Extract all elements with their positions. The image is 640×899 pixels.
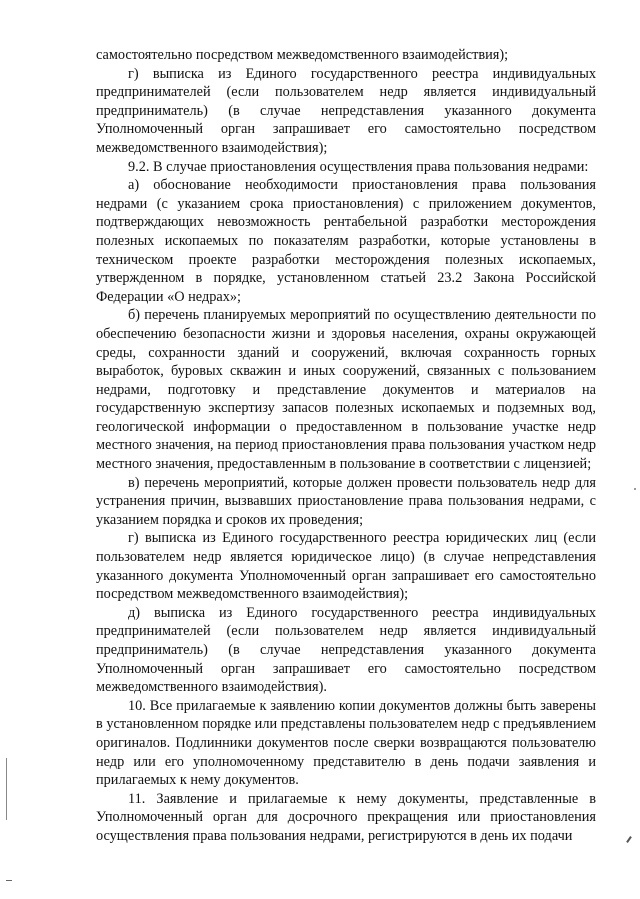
scan-edge-dot: [634, 488, 636, 490]
paragraph-item-g-legal-entities: г) выписка из Единого государственного реестра юридических лиц (если пользователем недр является юридическое лицо) (в случае непредставления указанного документа Уполномоченный орган запрашивает его самостоятельно посредством межведомственного взаимодействия);: [96, 530, 596, 603]
scan-corner-mark: [626, 836, 632, 843]
document-body: [96, 46, 596, 846]
paragraph-item-a: а) обоснование необходимости приостановления права пользования недрами (с указанием срока приостановления) с приложением документов, подтверждающих невозможность рентабельной разработки месторождения полезных ископаемых по показателям разработки, которые установлены в техническом проекте разработки месторождения полезных ископаемых, утвержденном в порядке, установленном статьей 23.2 Закона Российской Федерации «О недрах»;: [96, 177, 596, 305]
paragraph-item-b: б) перечень планируемых мероприятий по осуществлению деятельности по обеспечению безопасности жизни и здоровья населения, охраны окружающей среды, сохранности зданий и сооружений, включая сохранность горных выработок, буровых скважин и иных сооружений, связанных с пользованием недрами, подготовку и представление документов и материалов на государственную экспертизу запасов полезных ископаемых и подземных вод, геологической информации о предоставленном в пользование участке недр местного значения, на период приостановления права пользования участком недр местного значения, предоставленным в пользование в соответствии с лицензией;: [96, 307, 596, 473]
paragraph-10: 10. Все прилагаемые к заявлению копии документов должны быть заверены в установленном порядке или представлены пользователем недр с предъявлением оригиналов. Подлинники документов после сверки возвращаются пользователю недр или его уполномоченному представителю в день подачи заявления и прилагаемых к нему документов.: [96, 697, 596, 789]
paragraph-item-v: в) перечень мероприятий, которые должен провести пользователь недр для устранения причин, вызвавших приостановление права пользования недрами, с указанием порядка и сроков их проведения;: [96, 474, 596, 528]
scan-margin-line: [6, 758, 7, 820]
paragraph-continuation: самостоятельно посредством межведомственного взаимодействия);: [96, 47, 509, 63]
scan-margin-dash: [6, 880, 12, 881]
paragraph-item-g-individual-entrepreneurs: г) выписка из Единого государственного реестра индивидуальных предпринимателей (если пользователем недр является индивидуальный предприниматель) (в случае непредставления указанного документа Уполномоченный орган запрашивает его самостоятельно посредством межведомственного взаимодействия);: [96, 65, 596, 156]
paragraph-item-d: д) выписка из Единого государственного реестра индивидуальных предпринимателей (если пользователем недр является индивидуальный предприниматель) (в случае непредставления указанного документа Уполномоченный орган запрашивает его самостоятельно посредством межведомственного взаимодействия).: [96, 604, 596, 696]
paragraph-9-2: 9.2. В случае приостановления осуществления права пользования недрами:: [128, 158, 589, 175]
paragraph-11: 11. Заявление и прилагаемые к нему документы, представленные в Уполномоченный орган для досрочного прекращения или приостановления осуществления права пользования недрами, регистрируются в день их подачи: [96, 790, 596, 844]
